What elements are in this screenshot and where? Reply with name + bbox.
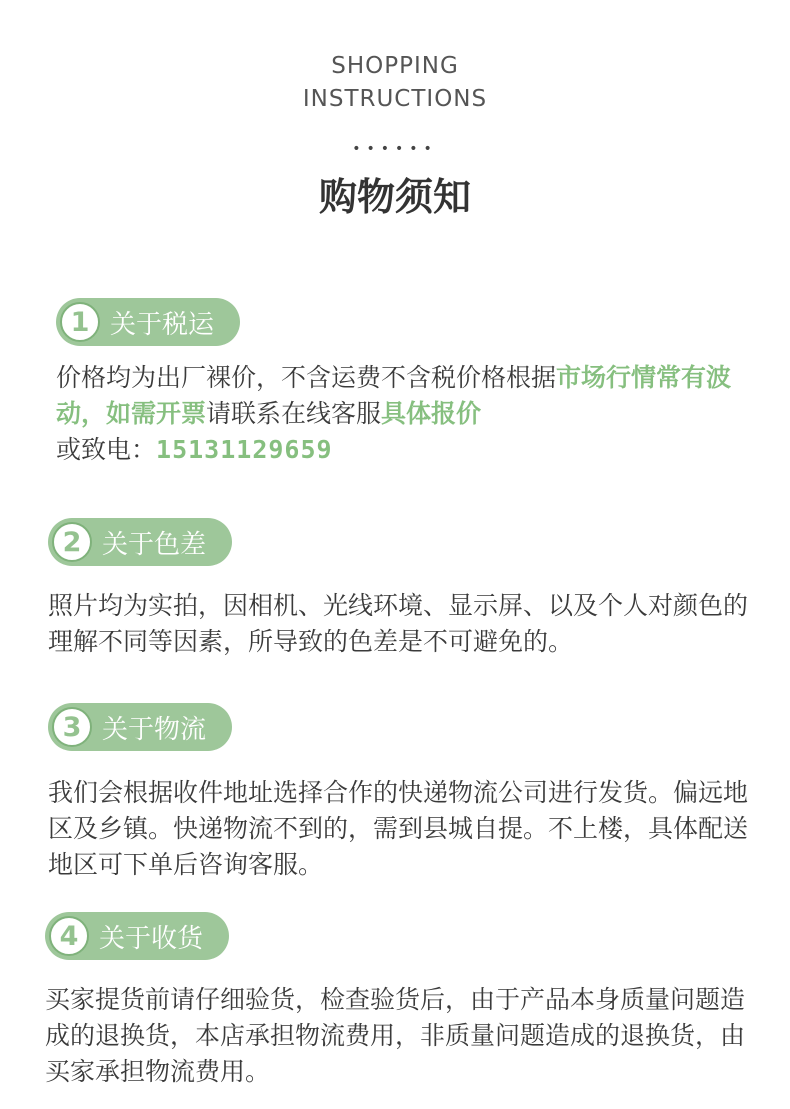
- english-title-line-2: INSTRUCTIONS: [302, 86, 488, 112]
- section-badge: [48, 518, 232, 566]
- phone-prefix: 或致电：: [56, 435, 157, 464]
- highlight-quote: 具体报价: [381, 399, 482, 428]
- section-number: 2: [52, 522, 92, 562]
- section-text: 买家提货前请仔细验货，检查验货后，由于产品本身质量问题造成的退换货，本店承担物流费用，非质量问题造成的退换货，由买家承担物流费用。: [45, 985, 746, 1086]
- section-badge: [56, 298, 240, 346]
- section-logistics: [48, 703, 748, 883]
- section-tax-shipping: [56, 298, 746, 468]
- text-segment: 价格均为出厂裸价，不含运费不含税价格根据: [56, 363, 557, 392]
- section-badge: [45, 912, 229, 960]
- section-label: 关于收货: [99, 923, 204, 954]
- section-label: 关于物流: [102, 714, 207, 745]
- section-label: 关于税运: [110, 309, 215, 340]
- page-title: 购物须知: [318, 175, 471, 219]
- section-number: 4: [49, 916, 89, 956]
- section-text: [56, 360, 746, 468]
- section-badge: [48, 703, 232, 751]
- section-color-difference: [48, 518, 748, 660]
- english-title-line-1: SHOPPING: [331, 53, 459, 79]
- highlight-market: 市场行情常有波动，如需开票: [56, 363, 732, 428]
- decorative-dots: ••••••: [352, 141, 438, 157]
- section-text: 我们会根据收件地址选择合作的快递物流公司进行发货。偏远地区及乡镇。快递物流不到的，需到县城自提。不上楼，具体配送地区可下单后咨询客服。: [48, 778, 749, 879]
- section-label: 关于色差: [102, 529, 207, 560]
- text-segment: 请联系在线客服: [206, 399, 382, 428]
- phone-number: 15131129659: [156, 435, 333, 464]
- section-receiving: [45, 912, 747, 1090]
- section-text: 照片均为实拍，因相机、光线环境、显示屏、以及个人对颜色的理解不同等因素，所导致的色差是不可避免的。: [48, 591, 749, 656]
- header: [0, 50, 790, 220]
- section-number: 3: [52, 707, 92, 747]
- section-number: 1: [60, 302, 100, 342]
